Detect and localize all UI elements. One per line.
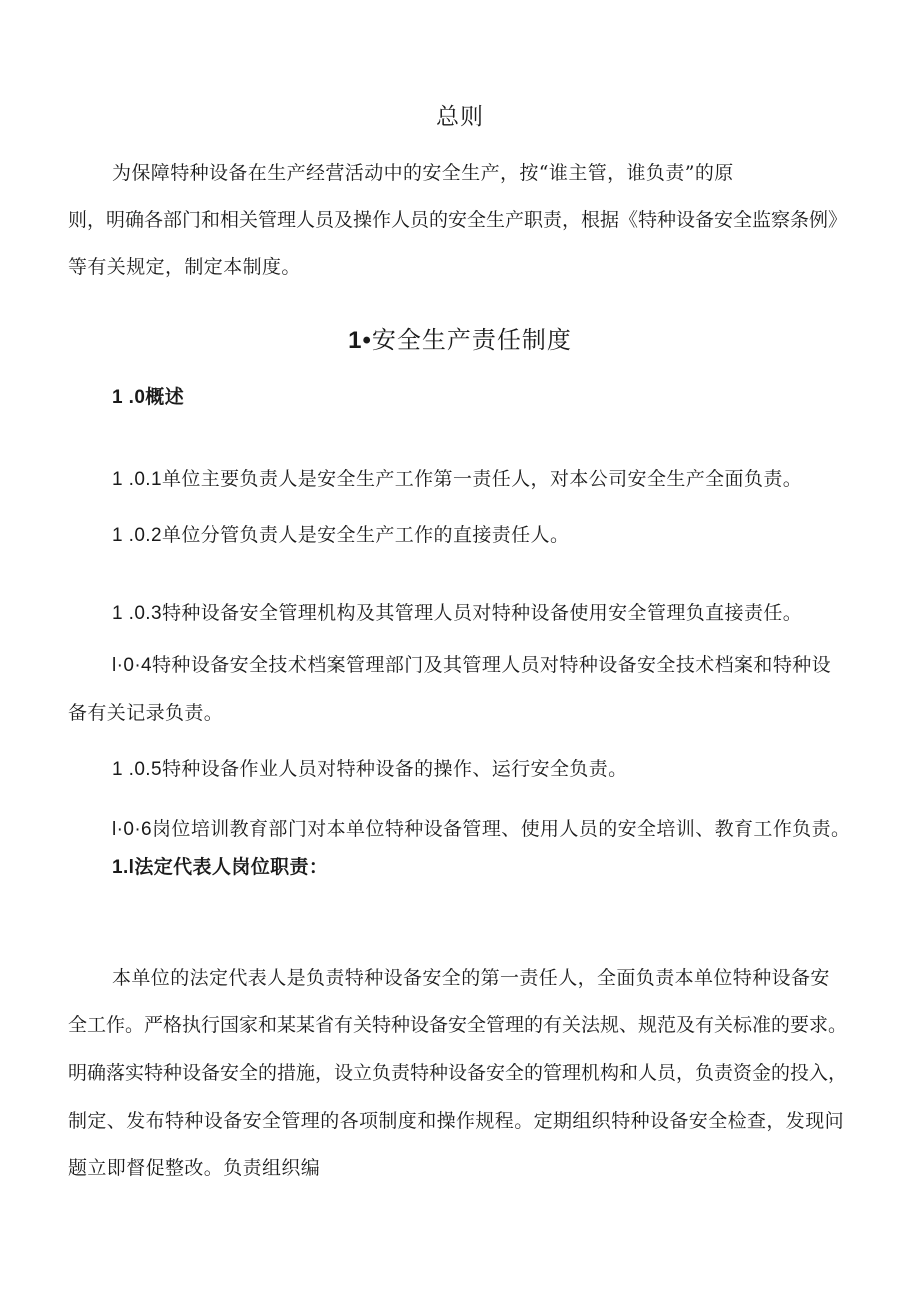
item-text: 单位分管负责人是安全生产工作的直接责任人。 [161,524,570,546]
list-item [112,466,802,493]
intro-line-1: 为保障特种设备在生产经营活动中的安全生产，按“谁主管，谁负责”的原 [112,162,734,184]
legal-paragraph-line-1: 本单位的法定代表人是负责特种设备安全的第一责任人，全面负责本单位特种设备安 [112,967,830,989]
subsection-overview-number: 1 .0 [112,387,146,408]
item-text: 特种设备安全技术档案管理部门及其管理人员对特种设备安全技术档案和特种设 [152,654,832,676]
list-item [112,600,802,627]
subsection-overview-heading [112,384,184,411]
intro-line-2: 则，明确各部门和相关管理人员及操作人员的安全生产职责，根据《特种设备安全监察条例》 [68,209,848,231]
subsection-legal-heading [112,854,328,881]
section-title: 安全生产责任制度 [371,326,572,354]
list-item-continuation: 备有关记录负责。 [68,702,224,724]
item-text: 岗位培训教育部门对本单位特种设备管理、使用人员的安全培训、教育工作负责。 [152,818,851,840]
legal-paragraph-line-2: 全工作。严格执行国家和某某省有关特种设备安全管理的有关法规、规范及有关标准的要求。 [68,1014,848,1036]
subsection-overview-title: 概述 [145,386,185,408]
legal-paragraph-line-4: 制定、发布特种设备安全管理的各项制度和操作规程。定期组织特种设备安全检查，发现问 [68,1110,845,1132]
item-number: 1 .0.5 [112,759,162,780]
list-item [112,522,569,549]
item-number: l·0·6 [112,819,153,840]
item-text: 特种设备作业人员对特种设备的操作、运行安全负责。 [161,758,628,780]
item-text: 特种设备安全管理机构及其管理人员对特种设备使用安全管理负直接责任。 [161,602,803,624]
item-text: 单位主要负责人是安全生产工作第一责任人，对本公司安全生产全面负责。 [161,468,803,490]
list-item [112,816,850,843]
list-item [112,756,628,783]
item-number: 1 .0.1 [112,469,162,490]
item-number: 1 .0.2 [112,525,162,546]
page-title: 总则 [436,104,484,130]
item-number: 1 .0.3 [112,603,162,624]
section-number: 1• [348,327,372,354]
subsection-legal-title: 法定代表人岗位职责： [134,856,329,878]
item-number: l·0·4 [112,655,153,676]
list-item [112,652,831,679]
subsection-legal-number: 1.l [112,857,135,878]
section-heading [0,324,920,357]
intro-line-3: 等有关规定，制定本制度。 [68,256,301,278]
legal-paragraph-line-5: 题立即督促整改。负责组织编 [68,1157,321,1179]
legal-paragraph-line-3: 明确落实特种设备安全的措施，设立负责特种设备安全的管理机构和人员，负责资金的投入， [68,1062,848,1084]
